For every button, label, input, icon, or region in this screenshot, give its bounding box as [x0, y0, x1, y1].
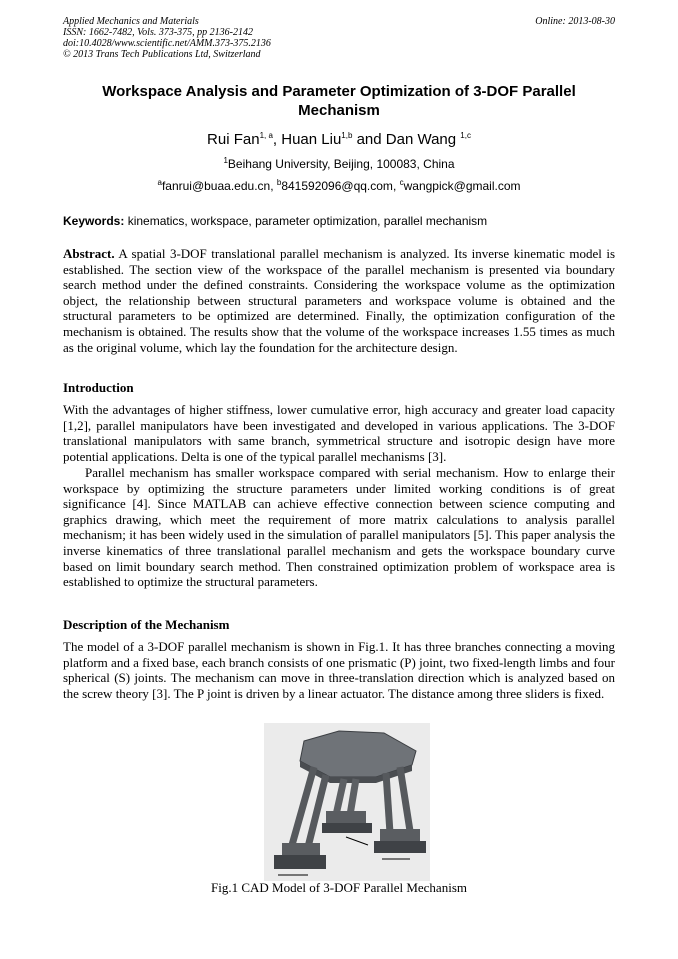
author-name: Rui Fan — [207, 131, 260, 148]
keywords — [63, 214, 623, 228]
paper-title: Workspace Analysis and Parameter Optimization of 3-DOF Parallel Mechanism — [102, 83, 576, 119]
affiliation: $^1$Beihang University, Beijing, 100083, China — [223, 156, 455, 171]
figure-caption: Fig.1 CAD Model of 3-DOF Parallel Mechanism — [210, 880, 467, 895]
arrow — [346, 837, 368, 845]
cad-model-illustration — [264, 723, 430, 881]
author-sup: 1, a — [259, 131, 273, 140]
limb — [386, 773, 390, 833]
author-name: Huan Liu — [281, 131, 342, 148]
slider — [326, 811, 366, 825]
abstract-text: A spatial 3-DOF translational parallel mechanism is analyzed. Its inverse kinematic model is established. The section view of the workspace of the parallel mechanism is presented via boundary search method under the defined constraints. Considering the workspace volume as the optimization object, the relationship between structural parameters and workspace volume is obtained and the structural parameters to be optimized are determined. Finally, the optimization configuration of the mechanism is obtained. The results show that the volume of the workspace increases 1.55 times as much as the original volume, which lay the foundation for the architecture design. — [63, 246, 615, 355]
author-sup: 1,b — [341, 131, 353, 140]
section-heading-description: Description of the Mechanism — [63, 617, 230, 632]
email-link[interactable]: fanrui@buaa.edu.cn — [161, 179, 271, 193]
limb — [336, 779, 344, 815]
page-header — [63, 16, 615, 60]
author-emails: $^a$fanrui@buaa.edu.cn, $^b$841592096@qq.com, $^c$wangpick@gmail.com — [157, 178, 521, 193]
author-list: Rui Fan$^{1, a}$, Huan Liu$^{1,b}$ and Dan Wang $^{1,c}$ — [207, 131, 471, 148]
abstract — [63, 246, 615, 355]
email-link[interactable]: wangpick@gmail.com — [403, 179, 521, 193]
author-name: Dan Wang — [385, 131, 457, 148]
paragraph: With the advantages of higher stiffness, lower cumulative error, high accuracy and greater load capacity [1,2], parallel manipulators have been investigated and developed in various applications. The 3-DOF translational manipulators with same branch, symmetrical structure and isotropic design have more potential applications. Delta is one of the typical parallel mechanisms [3]. — [63, 402, 615, 464]
slider-base — [322, 823, 372, 833]
abstract-label: Abstract. — [63, 246, 115, 261]
doi-line: doi:10.4028/www.scientific.net/AMM.373-375.2136 — [63, 38, 271, 49]
journal-name: Applied Mechanics and Materials — [63, 16, 199, 27]
figure-cad-model — [264, 723, 430, 881]
slider-base — [374, 841, 426, 853]
email-link[interactable]: 841592096@qq.com — [281, 179, 393, 193]
limb — [400, 767, 410, 831]
paragraph: Parallel mechanism has smaller workspace compared with serial mechanism. How to enlarge their workspace by optimizing the structure parameters under limited working conditions is of great significance [4]. Since MATLAB can achieve effective connection between science computing and graphics drawing, which meet the requirement of more matrix calculations to analysis parallel mechanism; it has been widely used in the simulation of parallel manipulators [5]. This paper analysis the inverse kinematics of three translational parallel mechanism and gets the workspace boundary curve based on limit boundary search method. Then constrained optimization problem of workspace area is established to optimize the structural parameters. — [63, 465, 615, 590]
issn-line: ISSN: 1662-7482, Vols. 373-375, pp 2136-2142 — [63, 27, 253, 38]
slider — [380, 829, 420, 843]
paragraph: The model of a 3-DOF parallel mechanism is shown in Fig.1. It has three branches connecting a moving platform and a fixed base, each branch consists of one prismatic (P) joint, two fixed-length limbs and four spherical (S) joints. The mechanism can move in three-translation direction which is analyzed based on the screw theory [3]. The P joint is driven by a linear actuator. The distance among three sliders is fixed. — [63, 639, 615, 701]
author-sup: 1,c — [460, 131, 471, 140]
copyright-line: © 2013 Trans Tech Publications Ltd, Switzerland — [63, 49, 261, 60]
online-date: Online: 2013-08-30 — [535, 16, 615, 27]
slider — [282, 843, 320, 857]
section-heading-introduction: Introduction — [63, 380, 134, 395]
limb — [350, 779, 356, 815]
keywords-label: Keywords: — [63, 214, 125, 228]
slider-base — [274, 855, 326, 869]
keywords-text: kinematics, workspace, parameter optimization, parallel mechanism — [127, 214, 488, 228]
